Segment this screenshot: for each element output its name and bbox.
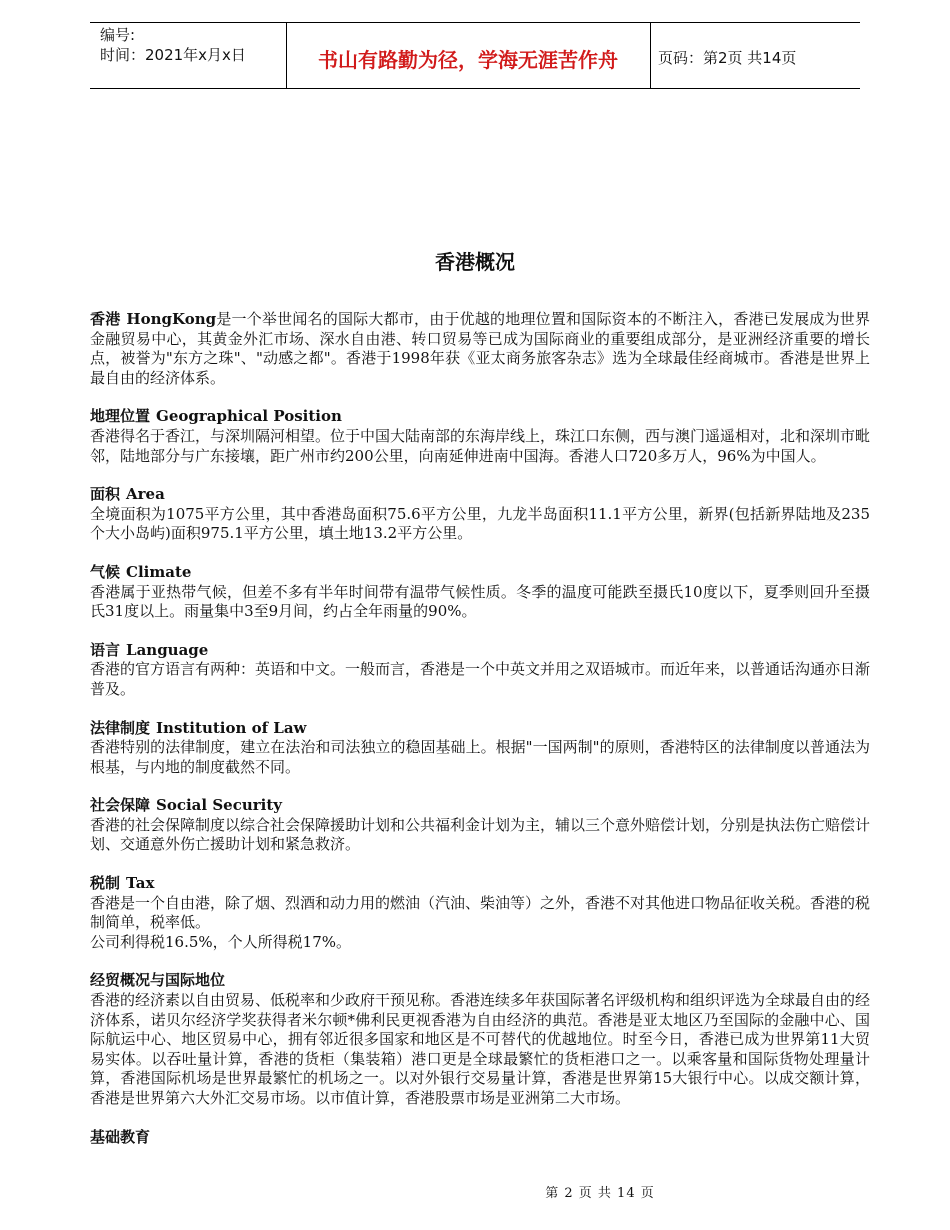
- section-heading: [90, 485, 870, 505]
- intro-label-en: HongKong: [126, 310, 217, 328]
- section-3: [90, 641, 870, 700]
- section-8: [90, 1128, 870, 1148]
- header-top-rule: [90, 22, 860, 23]
- section-heading-cn: 社会保障: [90, 796, 151, 815]
- section-paragraph: 香港特别的法律制度，建立在法治和司法独立的稳固基础上。根据"一国两制"的原则，香港特区的法律制度以普通法为根基，与内地的制度截然不同。: [90, 738, 870, 776]
- section-paragraph: 香港的社会保障制度以综合社会保障援助计划和公共福利金计划为主，辅以三个意外赔偿计划，分别是执法伤亡赔偿计划、交通意外伤亡援助计划和紧急救济。: [90, 815, 871, 854]
- section-6: [90, 874, 870, 952]
- header-number-label: 编号:: [100, 26, 136, 44]
- section-heading: [90, 874, 870, 894]
- section-heading-cn: 语言: [90, 640, 121, 659]
- sections-container: [90, 407, 870, 1147]
- section-paragraph: 香港得名于香江，与深圳隔河相望。位于中国大陆南部的东海岸线上，珠江口东侧，西与澳门遥遥相对，北和深圳市毗邻，陆地部分与广东接壤，距广州市约200公里，向南延伸进南中国海。香港人口720多万人，96%为中国人。: [90, 426, 871, 465]
- header-divider-right: [650, 22, 651, 89]
- section-heading-en: Language: [126, 640, 209, 659]
- intro-text: 是一个举世闻名的国际大都市，由于优越的地理位置和国际资本的不断注入，香港已发展成为世界金融贸易中心，其黄金外汇市场、深水自由港、转口贸易等已成为国际商业的重要组成部分，是亚洲经济重要的增长点，被誉为"东方之珠"、"动感之都"。香港于1998年获《亚太商务旅客杂志》选为全球最佳经商城市。香港是世界上最自由的经济体系。: [90, 310, 870, 387]
- header-bottom-rule: [90, 88, 860, 89]
- intro-paragraph: [90, 310, 870, 388]
- section-heading: [90, 563, 870, 583]
- section-paragraph: 全境面积为1075平方公里，其中香港岛面积75.6平方公里，九龙半岛面积11.1平方公里，新界(包括新界陆地及235个大小岛屿)面积975.1平方公里，填土地13.2平方公里。: [90, 504, 870, 543]
- section-5: [90, 796, 870, 855]
- intro-label-cn: 香港: [90, 310, 121, 328]
- section-0: [90, 407, 870, 466]
- section-paragraph: 香港的经济素以自由贸易、低税率和少政府干预见称。香港连续多年获国际著名评级机构和组织评选为全球最自由的经济体系，诺贝尔经济学奖获得者米尔顿*佛利民更视香港为自由经济的典范。香港是亚太地区乃至国际的金融中心、国际航运中心、地区贸易中心，拥有邻近很多国家和地区是不可替代的优越地位。时至今日，香港已成为世界第11大贸易实体。以吞吐量计算，香港的货柜（集装箱）港口更是全球最繁忙的货柜港口之一。以乘客量和国际货物处理量计算，香港国际机场是世界最繁忙的机场之一。以对外银行交易量计算，香港是世界第15大银行中心。以成交额计算，香港是世界第六大外汇交易市场。以市值计算，香港股票市场是亚洲第二大市场。: [90, 991, 871, 1107]
- section-paragraph: 香港是一个自由港，除了烟、烈酒和动力用的燃油（汽油、柴油等）之外，香港不对其他进口物品征收关税。香港的税制简单，税率低。: [90, 893, 871, 932]
- section-heading: [90, 971, 870, 991]
- header-time-label: 时间：2021年x月x日: [100, 46, 246, 64]
- footer-page-number: 第 2 页 共 14 页: [545, 1186, 655, 1201]
- intro-label: [90, 310, 216, 328]
- section-heading-cn: 气候: [90, 562, 121, 581]
- section-heading: [90, 407, 870, 427]
- page-title: 香港概况: [435, 250, 515, 274]
- header-motto: 书山有路勤为径，学海无涯苦作舟: [318, 48, 618, 72]
- section-heading: [90, 719, 870, 739]
- section-heading-cn: 地理位置: [90, 407, 151, 426]
- section-heading-en: Climate: [126, 562, 192, 581]
- section-heading-en: Tax: [126, 874, 155, 893]
- section-heading-cn: 基础教育: [90, 1127, 151, 1146]
- header-meta: [100, 25, 246, 65]
- intro-section: [90, 310, 870, 388]
- header-page-info: 页码：第2页 共14页: [658, 49, 797, 67]
- section-7: [90, 971, 870, 1108]
- section-heading-cn: 法律制度: [90, 718, 151, 737]
- section-heading: [90, 1128, 870, 1148]
- section-heading-cn: 经贸概况与国际地位: [90, 971, 226, 990]
- section-paragraph: 公司利得税16.5%，个人所得税17%。: [90, 932, 351, 951]
- section-1: [90, 485, 870, 544]
- section-heading: [90, 641, 870, 661]
- section-heading-cn: 税制: [90, 874, 121, 893]
- section-heading: [90, 796, 870, 816]
- section-2: [90, 563, 870, 622]
- section-4: [90, 719, 870, 778]
- page-footer: [0, 1182, 950, 1201]
- section-heading-en: Institution of Law: [156, 718, 307, 737]
- section-paragraph: 香港属于亚热带气候，但差不多有半年时间带有温带气候性质。冬季的温度可能跌至摄氏10度以下，夏季则回升至摄氏31度以上。雨量集中3至9月间，约占全年雨量的90%。: [90, 582, 870, 621]
- section-heading-en: Geographical Position: [156, 407, 342, 426]
- section-paragraph: 香港的官方语言有两种：英语和中文。一般而言，香港是一个中英文并用之双语城市。而近年来，以普通话沟通亦日渐普及。: [90, 660, 871, 698]
- section-heading-en: Social Security: [156, 796, 282, 815]
- document-body: [90, 310, 870, 1166]
- section-heading-cn: 面积: [90, 485, 121, 504]
- section-heading-en: Area: [126, 485, 165, 504]
